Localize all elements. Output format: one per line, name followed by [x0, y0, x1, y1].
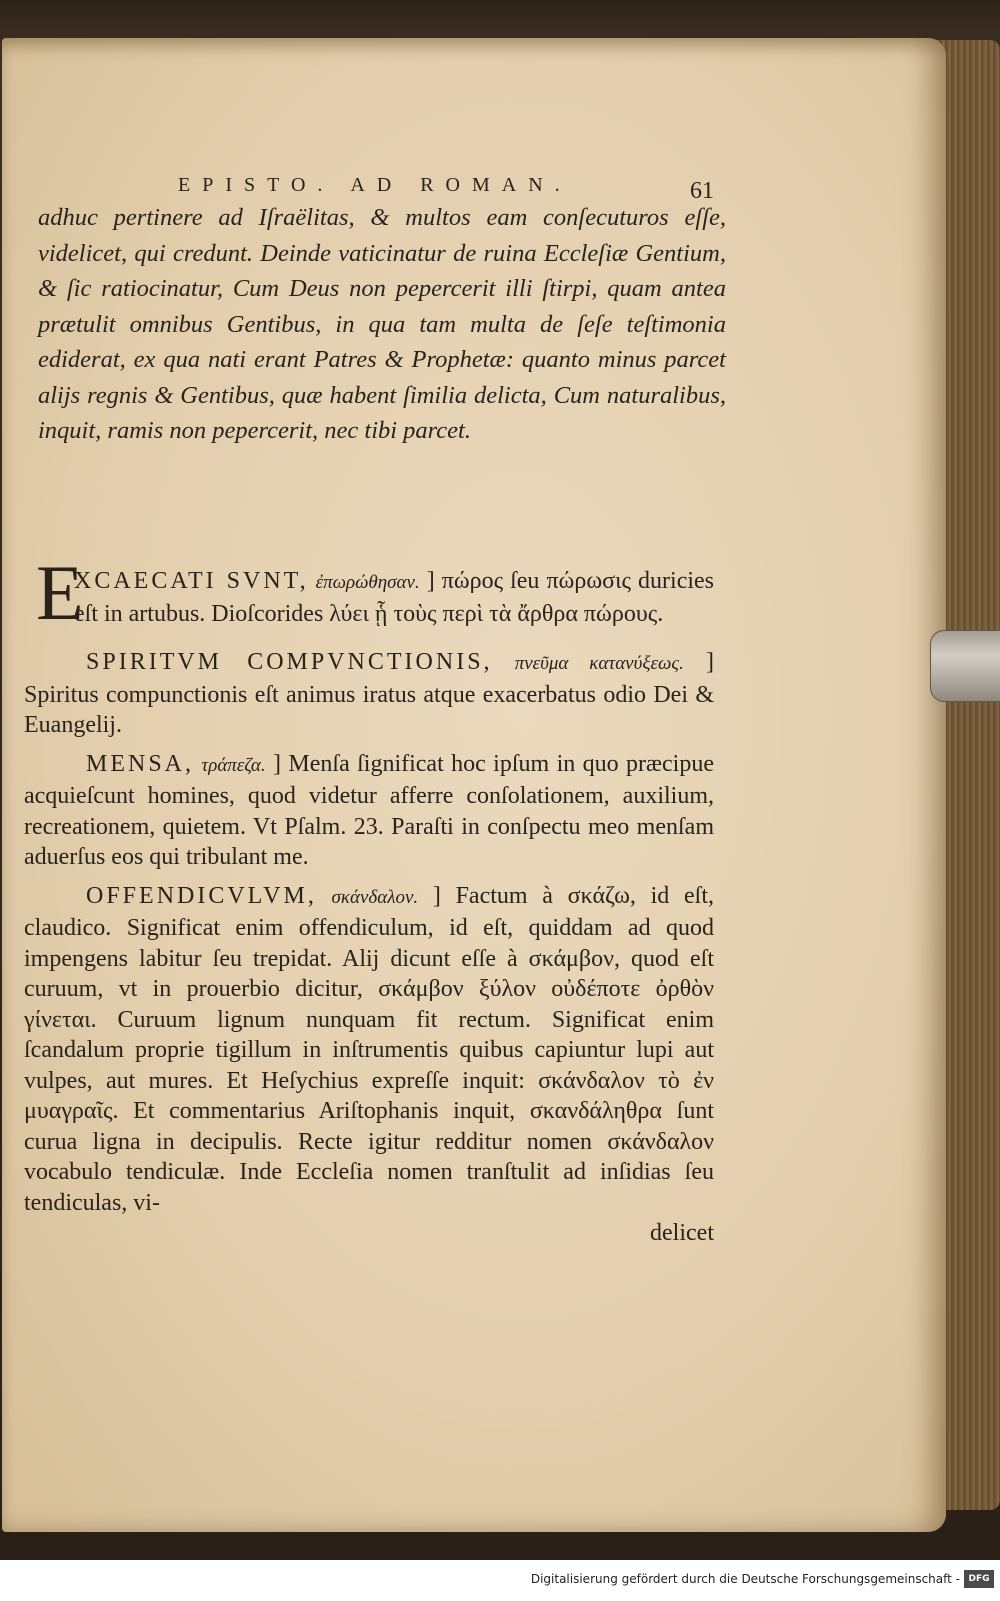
entry-spiritum: [24, 647, 714, 741]
commentary-entries: [24, 549, 715, 1257]
entry-lemma: XCAECATI SVNT,: [74, 568, 309, 594]
page-number: 61: [690, 178, 714, 204]
page: [2, 38, 946, 1532]
entry-greek: ἐπωρώθησαν.: [315, 572, 420, 593]
initial-letter: E: [36, 549, 84, 636]
entry-lemma: OFFENDICVLVM,: [86, 882, 317, 909]
entry-lemma: MENSA,: [86, 750, 195, 777]
entry-excaecati: [24, 549, 715, 636]
entry-body: ] πώρος ſeu πώρωσις duricies eſt in artubus. Dioſcorides λύει ᾗ τοὺς περὶ τὰ ἄρθρα πώρους.: [74, 568, 715, 627]
metal-clasp: [930, 630, 1000, 702]
entry-body: ] Menſa ſignificat hoc ipſum in quo præcipue acquieſcunt homines, quod videtur afferre conſolationem, auxilium, recreationem, quietem. Vt Pſalm. 23. Paraſti in conſpectu meo menſam aduerſus eos qui tribulant me.: [24, 750, 714, 870]
entry-body: ] Spiritus compunctionis eſt animus iratus atque exacerbatus odio Dei & Euangelij.: [24, 649, 714, 738]
catchword: delicet: [650, 1220, 714, 1246]
italic-paragraph: adhuc pertinere ad Iſraëlitas, & multos eam conſecuturos eſſe, videlicet, qui credunt. Deinde vaticinatur de ruina Eccleſiæ Gentium, & ſic ratiocinatur, Cum Deus non pepercerit illi ſtirpi, quam antea prætulit omnibus Gentibus, in qua tam multa de ſeſe teſtimonia ediderat, ex qua nati erant Patres & Prophetæ: quanto minus parcet alijs regnis & Gentibus, quæ habent ſimilia delicta, Cum naturalibus, inquit, ramis non pepercerit, nec tibi parcet.: [38, 204, 726, 444]
dfg-logo: DFG: [964, 1570, 994, 1588]
running-head: EPISTO. AD ROMAN.: [178, 174, 572, 196]
digitization-footer: [0, 1560, 1000, 1601]
footer-credit: Digitalisierung gefördert durch die Deutsche Forschungsgemeinschaft -: [530, 1572, 960, 1586]
entry-offendiculum: [24, 881, 714, 1249]
entry-greek: πνεῦμα κατανύξεως.: [514, 653, 684, 674]
entry-mensa: [24, 749, 714, 873]
entry-greek: σκάνδαλον.: [331, 886, 419, 908]
entry-greek: τράπεζα.: [201, 754, 266, 776]
entry-lemma: SPIRITVM COMPVNCTIONIS,: [86, 649, 493, 675]
entry-body: ] Factum à σκάζω, id eſt, claudico. Significat enim offendiculum, id eſt, quiddam ad quod impengens labitur ſeu trepidat. Alij dicunt eſſe à σκάμβον, quod eſt curuum, vt in prouerbio dicitur, σκάμβον ξύλον οὐδέποτε ὀρθὸν γίνεται. Curuum lignum nunquam fit rectum. Significat enim ſcandalum proprie tigillum in inſtrumentis quibus capiuntur lupi aut vulpes, aut mures. Et Heſychius expreſſe inquit: σκάνδαλον τὸ ἐν μυαγραῖς. Et commentarius Ariſtophanis inquit, σκανδάληθρα ſunt curua ligna in decipulis. Recte igitur redditur nomen σκάνδαλον vocabulo tendiculæ. Inde Eccleſia nomen tranſtulit ad inſidias ſeu tendiculas, vi-: [24, 882, 714, 1216]
